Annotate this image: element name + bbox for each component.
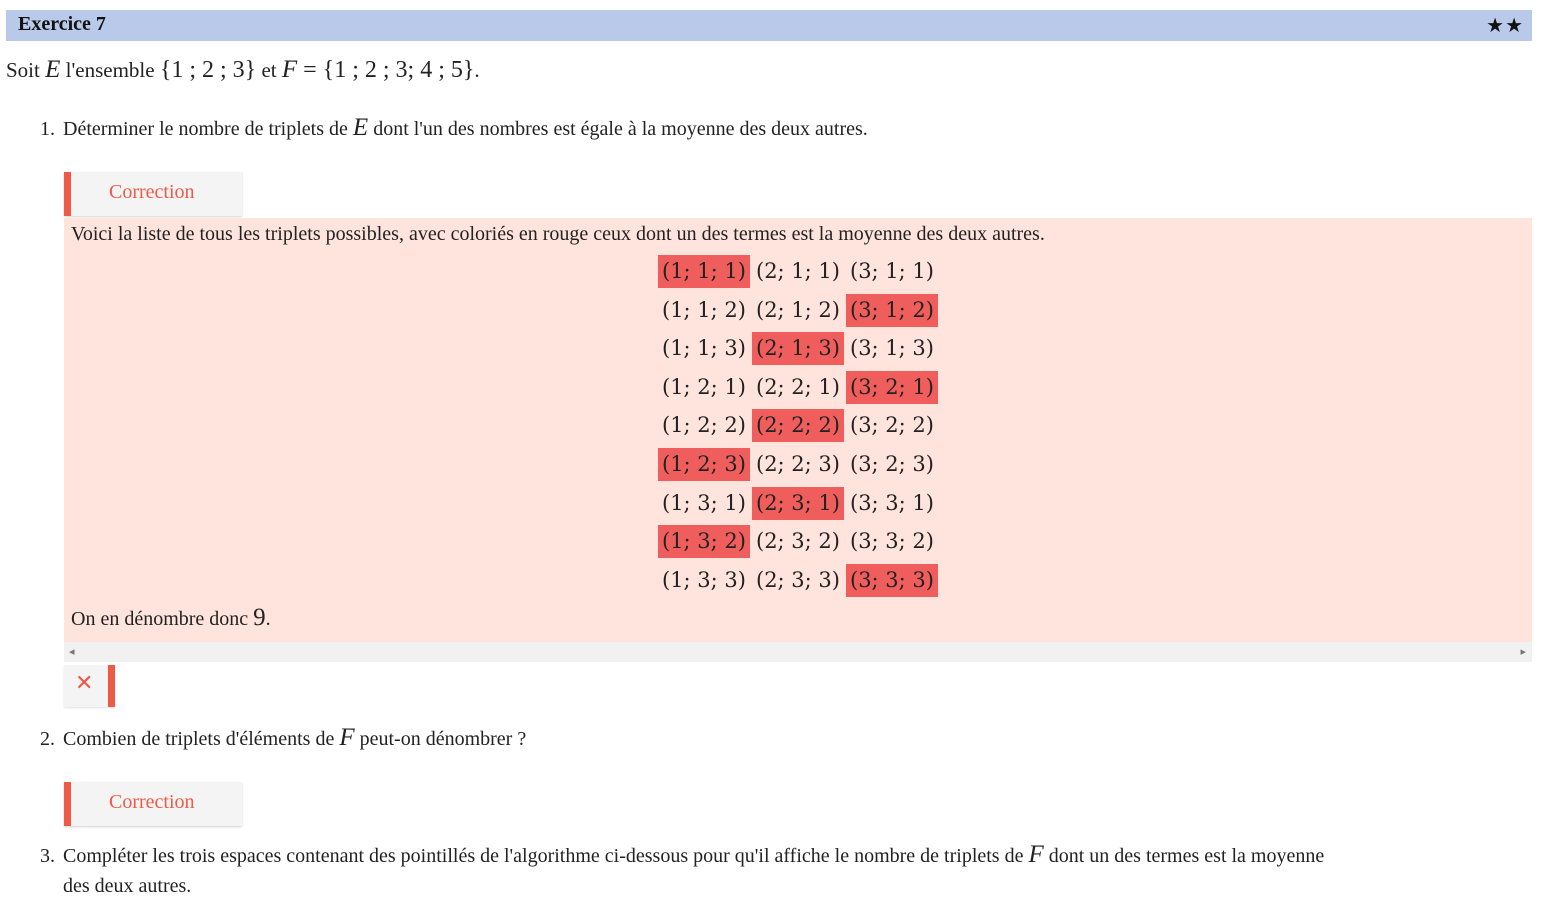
close-icon: ✕: [75, 671, 94, 696]
question-text: Déterminer le nombre de triplets de: [63, 118, 353, 140]
question-text: Compléter les trois espaces contenant des pointillés de l'algorithme ci-dessous pour qu'il affiche le nombre de triplets de: [63, 845, 1029, 867]
close-correction-button[interactable]: [64, 665, 115, 707]
question-1: [40, 114, 868, 142]
question-2: [40, 724, 526, 752]
intro-text: et: [256, 58, 282, 82]
triplet: (1; 2; 2): [662, 413, 746, 438]
triplet: (1; 2; 1): [662, 374, 746, 399]
math-var-f: F: [281, 56, 298, 83]
triplet-highlighted: (1; 2; 3): [658, 448, 750, 481]
triplet: (2; 2; 1): [756, 374, 840, 399]
triplet: (2; 3; 3): [756, 567, 840, 592]
triplet: (1; 3; 1): [662, 490, 746, 515]
correction-button-label: Correction: [109, 791, 195, 813]
question-text: Combien de triplets d'éléments de: [63, 728, 340, 750]
question-3: [40, 840, 1520, 901]
horizontal-scrollbar[interactable]: [64, 642, 1532, 662]
exercise-header: [6, 10, 1532, 41]
conclusion-text: On en dénombre donc: [71, 608, 254, 630]
math-var-f: F: [1028, 841, 1044, 868]
triplet: (1; 1; 3): [662, 336, 746, 361]
question-text: dont un des termes est la moyenne: [1043, 845, 1325, 867]
question-text-continued: des deux autres.: [63, 875, 192, 897]
question-number: 2.: [40, 728, 55, 750]
question-number: 3.: [40, 845, 55, 867]
triplet-highlighted: (3; 2; 1): [846, 371, 938, 404]
triplet: (2; 2; 3): [756, 451, 840, 476]
triplet-highlighted: (2; 2; 2): [752, 409, 844, 442]
triplet: (2; 3; 2): [756, 529, 840, 554]
intro-text: .: [474, 58, 480, 82]
triplet-highlighted: (2; 3; 1): [752, 487, 844, 520]
triplet-highlighted: (1; 1; 1): [658, 255, 750, 288]
triplet: (2; 1; 1): [756, 259, 840, 283]
set-e: {1 ; 2 ; 3}: [159, 57, 257, 83]
intro-text: Soit: [6, 58, 46, 82]
triplet-highlighted: (1; 3; 2): [658, 525, 750, 558]
triplet: (3; 1; 1): [850, 259, 934, 283]
correction-text: Voici la liste de tous les triplets possibles, avec coloriés en rouge ceux dont un des termes est la moyenne des deux autres.: [71, 223, 1045, 245]
equals-sign: =: [297, 57, 323, 83]
math-var-f: F: [339, 724, 355, 751]
triplet-highlighted: (3; 1; 2): [846, 294, 938, 327]
difficulty-stars: ★★: [1486, 15, 1524, 37]
scroll-left-icon[interactable]: ◂: [69, 646, 75, 658]
correction-1-button[interactable]: [64, 172, 242, 216]
correction-button-label: Correction: [109, 181, 195, 203]
triplet: (3; 1; 3): [850, 336, 934, 361]
triplet-highlighted: (2; 1; 3): [752, 332, 844, 365]
exercise-statement: [6, 56, 480, 84]
question-text: peut-on dénombrer ?: [354, 728, 527, 750]
triplet: (2; 1; 2): [756, 297, 840, 322]
correction-2-button[interactable]: [64, 782, 242, 826]
conclusion-text: .: [265, 608, 271, 630]
triplet-count: 9: [253, 604, 266, 631]
scroll-right-icon[interactable]: ▸: [1520, 646, 1526, 658]
math-var-e: E: [45, 56, 61, 83]
correction-conclusion: [71, 604, 271, 632]
math-var-e: E: [352, 114, 369, 141]
triplet-highlighted: (3; 3; 3): [846, 564, 938, 597]
triplet: (3; 2; 2): [850, 413, 934, 438]
triplet: (1; 3; 3): [662, 567, 746, 592]
triplet: (1; 1; 2): [662, 297, 746, 322]
triplets-table: [658, 255, 938, 602]
triplet: (3; 2; 3): [850, 451, 934, 476]
set-f: {1 ; 2 ; 3; 4 ; 5}: [322, 57, 475, 83]
exercise-title: Exercice 7: [18, 13, 106, 35]
question-text: dont l'un des nombres est égale à la moyenne des deux autres.: [368, 118, 868, 140]
question-number: 1.: [40, 118, 55, 140]
correction-1-panel: [64, 218, 1532, 642]
triplet: (3; 3; 2): [850, 529, 934, 554]
intro-text: l'ensemble: [60, 58, 160, 82]
triplet: (3; 3; 1): [850, 490, 934, 515]
